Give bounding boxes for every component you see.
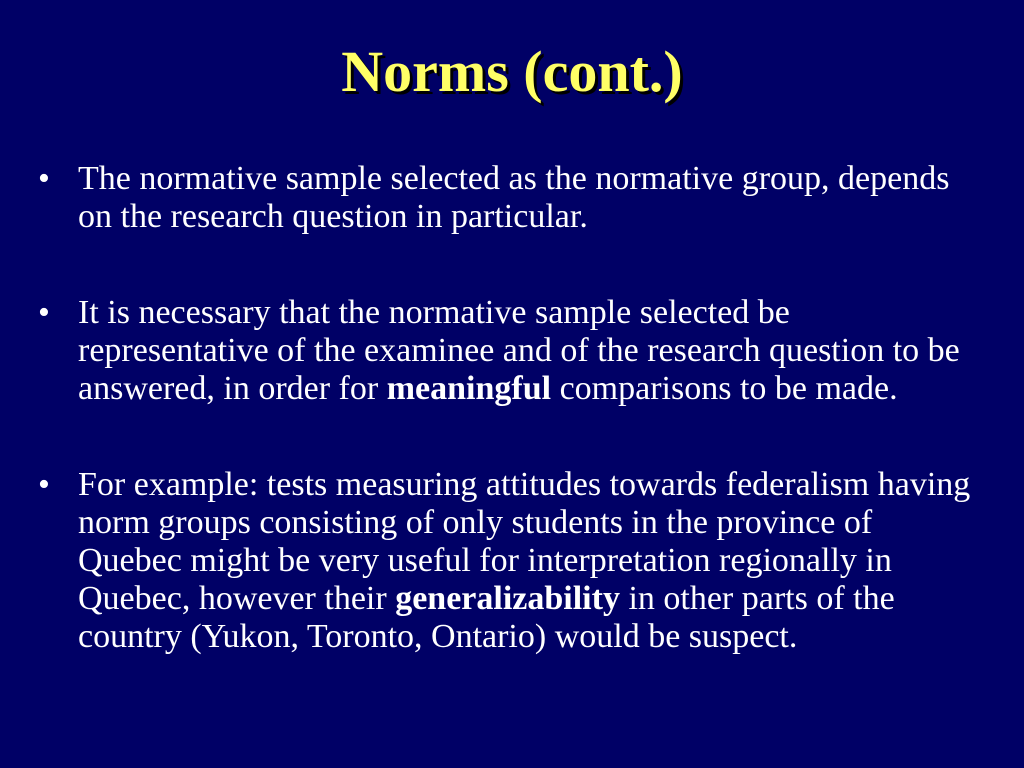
bullet-dot-icon: • [38,294,50,331]
bullet-dot-icon: • [38,160,50,197]
bullet-item-1 [30,160,980,236]
bullet-list [30,160,980,714]
bullet-item-2 [30,294,980,408]
bullet-item-3 [30,466,980,656]
bullet-text-before: It is necessary that the normative sample selected be representative of the examinee and of the research question to be answered, in order for [78,294,960,407]
bullet-dot-icon: • [38,466,50,503]
bullet-text-before: For example: tests measuring attitudes towards federalism having norm groups consisting of only students in the province of Quebec might be very useful for interpretation regionally in Quebec, however their [78,466,971,617]
slide-title: Norms (cont.) [341,39,683,104]
bullet-emphasis: meaningful [386,370,552,407]
bullet-emphasis: generalizability [395,580,620,617]
bullet-text: The normative sample selected as the normative group, depends on the research question in particular. [78,160,950,235]
bullet-text-after: in other parts of the country (Yukon, Toronto, Ontario) would be suspect. [78,580,895,655]
bullet-text-after: comparisons to be made. [551,370,898,407]
